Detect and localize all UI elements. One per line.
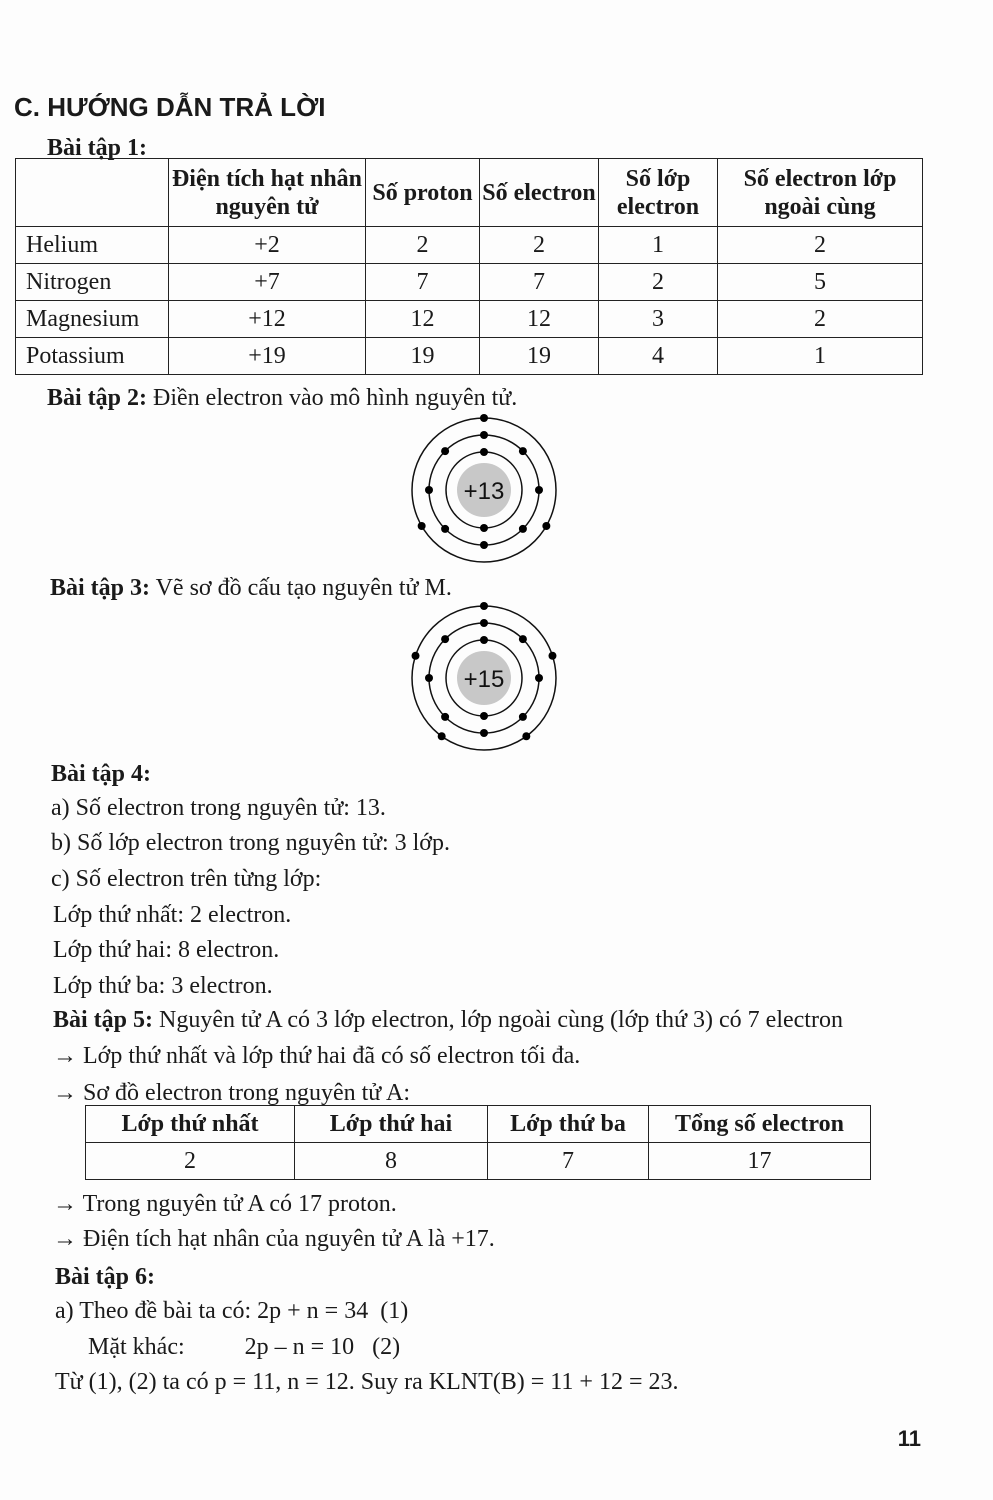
electron <box>441 525 449 533</box>
table-header: Lớp thứ nhất Lớp thứ hai Lớp thứ ba Tổng số electron <box>86 1106 871 1143</box>
table-cell: 2 <box>480 227 599 264</box>
table-cell: Magnesium <box>16 301 169 338</box>
electron <box>480 541 488 549</box>
table-cell: Potassium <box>16 338 169 375</box>
ex1-title: Bài tập 1: <box>47 135 148 161</box>
text-line: a) Số electron trong nguyên tử: 13. <box>51 795 386 821</box>
header-cell: Số lớp electron <box>599 159 718 227</box>
table-cell: 3 <box>599 301 718 338</box>
ex3-line: Bài tập 3: Vẽ sơ đồ cấu tạo nguyên tử M. <box>50 575 452 601</box>
table-cell: 1 <box>599 227 718 264</box>
table-cell: +2 <box>169 227 366 264</box>
header-cell: Số electron <box>480 159 599 227</box>
table-cell: 2 <box>599 264 718 301</box>
table-header <box>16 159 923 227</box>
electron <box>542 522 550 530</box>
electron <box>480 448 488 456</box>
table-row <box>16 338 923 375</box>
table-cell: 7 <box>366 264 480 301</box>
text-line: → Sơ đồ electron trong nguyên tử A: <box>53 1080 410 1106</box>
electron <box>535 486 543 494</box>
electron <box>519 447 527 455</box>
table-cell: 2 <box>718 301 923 338</box>
electron <box>519 525 527 533</box>
table-cell: +19 <box>169 338 366 375</box>
ex4-title: Bài tập 4: <box>51 761 152 787</box>
section-heading: C. HƯỚNG DẪN TRẢ LỜI <box>14 92 326 122</box>
electron <box>519 635 527 643</box>
ex5-line: Bài tập 5: Nguyên tử A có 3 lớp electron, lớp ngoài cùng (lớp thứ 3) có 7 electron <box>53 1007 843 1033</box>
electron <box>441 635 449 643</box>
table-row: 2 8 7 17 <box>86 1143 871 1180</box>
nucleus-charge: +13 <box>463 478 505 505</box>
table-cell: 19 <box>366 338 480 375</box>
header-cell: Số proton <box>366 159 480 227</box>
text-line: Lớp thứ ba: 3 electron. <box>53 973 273 999</box>
electron <box>480 524 488 532</box>
electron <box>548 652 556 660</box>
electron <box>480 729 488 737</box>
electron <box>480 712 488 720</box>
table-row <box>16 301 923 338</box>
electron <box>480 431 488 439</box>
atoms-table <box>15 158 923 375</box>
table-cell: +12 <box>169 301 366 338</box>
electron <box>438 732 446 740</box>
text-line: → Lớp thứ nhất và lớp thứ hai đã có số electron tối đa. <box>53 1043 581 1069</box>
text-line: c) Số electron trên từng lớp: <box>51 866 322 892</box>
electron <box>535 674 543 682</box>
electron <box>441 447 449 455</box>
header-cell: Số electron lớp ngoài cùng <box>718 159 923 227</box>
electron <box>519 713 527 721</box>
text-line: → Điện tích hạt nhân của nguyên tử A là +17. <box>53 1226 495 1252</box>
nucleus-charge: +15 <box>463 666 505 693</box>
electron <box>480 636 488 644</box>
ex2-line: Bài tập 2: Điền electron vào mô hình nguyên tử. <box>47 385 518 411</box>
electron <box>425 674 433 682</box>
electron <box>412 652 420 660</box>
table-cell: 5 <box>718 264 923 301</box>
text-line: b) Số lớp electron trong nguyên tử: 3 lớp. <box>51 830 450 856</box>
electron-config-table <box>85 1105 871 1180</box>
text-line: Từ (1), (2) ta có p = 11, n = 12. Suy ra KLNT(B) = 11 + 12 = 23. <box>55 1369 679 1395</box>
table-cell: 12 <box>480 301 599 338</box>
table-cell: 4 <box>599 338 718 375</box>
table-cell: +7 <box>169 264 366 301</box>
electron <box>418 522 426 530</box>
header-cell: Điện tích hạt nhân nguyên tử <box>169 159 366 227</box>
atom-diagram-15 <box>404 598 564 758</box>
electron <box>425 486 433 494</box>
table-row <box>16 264 923 301</box>
electron <box>480 414 488 422</box>
text-line: Lớp thứ nhất: 2 electron. <box>53 902 292 928</box>
text-line: Mặt khác: 2p – n = 10 (2) <box>88 1334 401 1360</box>
table-cell: 7 <box>480 264 599 301</box>
electron <box>441 713 449 721</box>
table-cell: 2 <box>366 227 480 264</box>
table-row <box>16 227 923 264</box>
electron <box>480 602 488 610</box>
atom-diagram-13 <box>404 410 564 570</box>
table-cell: Nitrogen <box>16 264 169 301</box>
ex6-title: Bài tập 6: <box>55 1264 156 1290</box>
table-cell: 2 <box>718 227 923 264</box>
table-cell: Helium <box>16 227 169 264</box>
electron <box>522 732 530 740</box>
page-number: 11 <box>897 1426 921 1451</box>
text-line: a) Theo đề bài ta có: 2p + n = 34 (1) <box>55 1298 409 1324</box>
table-cell: 12 <box>366 301 480 338</box>
table-cell: 1 <box>718 338 923 375</box>
text-line: → Trong nguyên tử A có 17 proton. <box>53 1191 397 1217</box>
table-cell: 19 <box>480 338 599 375</box>
electron <box>480 619 488 627</box>
text-line: Lớp thứ hai: 8 electron. <box>53 937 280 963</box>
